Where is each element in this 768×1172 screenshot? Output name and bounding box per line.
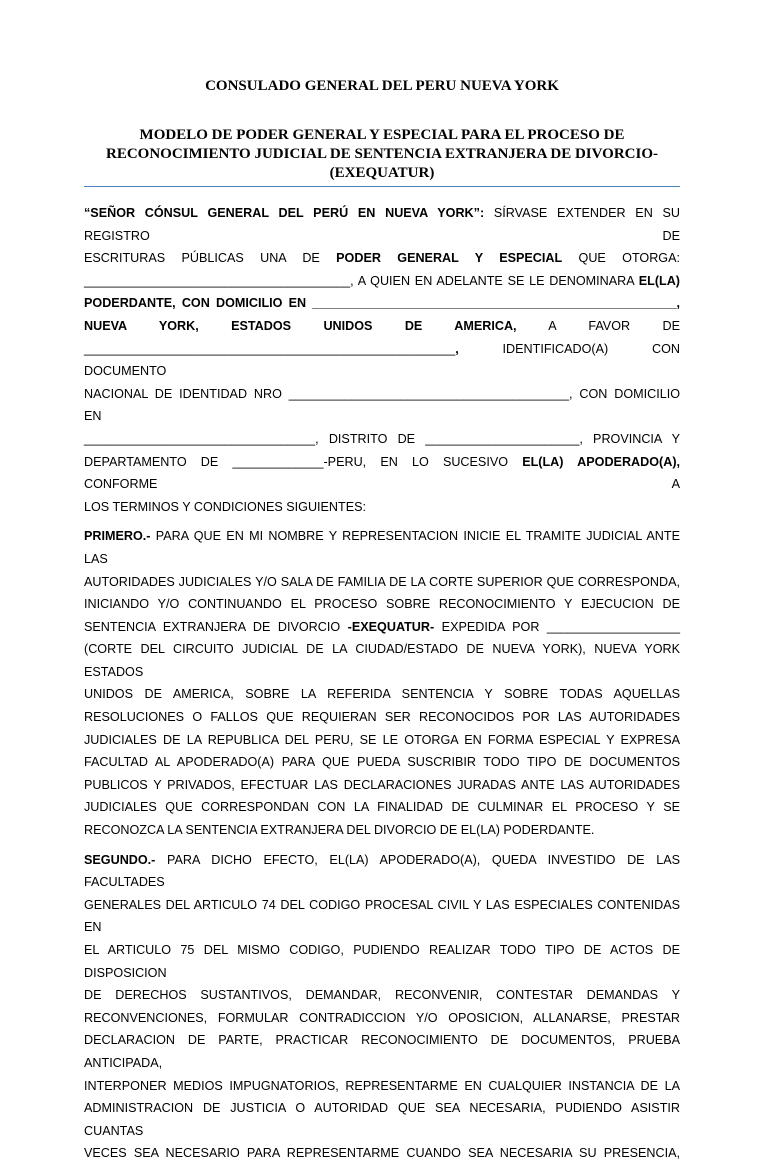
title-line: MODELO DE PODER GENERAL Y ESPECIAL PARA EL PROCESO DE <box>139 127 625 143</box>
text-line: INICIANDO Y/O CONTINUANDO EL PROCESO SOBRE RECONOCIMIENTO Y EJECUCION DE <box>84 597 680 612</box>
intro-paragraph <box>84 202 680 518</box>
text-run: PARA QUE EN MI NOMBRE Y REPRESENTACION INICIE EL TRAMITE JUDICIAL ANTE LAS <box>84 529 680 566</box>
text-run: ESCRITURAS PÚBLICAS UNA DE <box>84 251 320 266</box>
text-line: EL ARTICULO 75 DEL MISMO CODIGO, PUDIENDO REALIZAR TODO TIPO DE ACTOS DE DISPOSICION <box>84 943 680 980</box>
text-run: QUE OTORGA: <box>578 251 680 266</box>
text-run: CONFORME A <box>84 477 680 492</box>
text-line: _________________________________, DISTRITO DE ______________________, PROVINCIA Y <box>84 431 680 446</box>
poderdante-domicile: PODERDANTE, CON DOMICILIO EN ____________________________________________________, <box>84 296 680 311</box>
text-run-bold: EL(LA) <box>638 273 681 288</box>
text-line: AUTORIDADES JUDICIALES Y/O SALA DE FAMILIA DE LA CORTE SUPERIOR QUE CORRESPONDA, <box>84 574 680 589</box>
text-run: IDENTIFICADO(A) CON DOCUMENTO <box>84 341 680 379</box>
text-run: SÍRVASE EXTENDER EN SU REGISTRO DE <box>84 206 681 243</box>
document-body <box>84 202 680 1172</box>
text-line: INTERPONER MEDIOS IMPUGNATORIOS, REPRESENTARME EN CUALQUIER INSTANCIA DE LA <box>84 1078 680 1093</box>
segundo-paragraph <box>84 849 680 1165</box>
text-line <box>84 451 680 496</box>
text-line: RECONOZCA LA SENTENCIA EXTRANJERA DEL DIVORCIO DE EL(LA) PODERDANTE. <box>84 823 595 838</box>
text-line <box>84 849 680 894</box>
text-line: VECES SEA NECESARIO PARA REPRESENTARME CUANDO SEA NECESARIA SU PRESENCIA, <box>84 1146 680 1161</box>
text-line <box>84 616 680 639</box>
text-line <box>84 338 680 383</box>
text-run: PARA DICHO EFECTO, EL(LA) APODERADO(A), QUEDA INVESTIDO DE LAS FACULTADES <box>84 852 680 890</box>
text-line <box>84 525 680 570</box>
text-line: (CORTE DEL CIRCUITO JUDICIAL DE LA CIUDAD/ESTADO DE NUEVA YORK), NUEVA YORK ESTADOS <box>84 642 680 679</box>
text-line <box>84 202 680 247</box>
text-line: RECONVENCIONES, FORMULAR CONTRADICCION Y/O OPOSICION, ALLANARSE, PRESTAR <box>84 1010 680 1025</box>
text-line: NACIONAL DE IDENTIDAD NRO ________________________________________, CON DOMICILIO EN <box>84 386 680 424</box>
apoderado-label: EL(LA) APODERADO(A), <box>522 454 681 469</box>
text-line: LOS TERMINOS Y CONDICIONES SIGUIENTES: <box>84 499 367 514</box>
blank-field: _____________________________________________________ <box>84 341 456 356</box>
poder-label: PODER GENERAL Y ESPECIAL <box>336 251 563 266</box>
document-title <box>84 126 680 183</box>
clause-label: SEGUNDO.- <box>84 852 156 867</box>
text-line <box>84 247 680 270</box>
text-line: DECLARACION DE PARTE, PRACTICAR RECONOCIMIENTO DE DOCUMENTOS, PRUEBA ANTICIPADA, <box>84 1033 680 1070</box>
text-line <box>84 270 680 293</box>
text-line: ADMINISTRACION DE JUSTICIA O AUTORIDAD QUE SEA NECESARIA, PUDIENDO ASISTIR CUANTAS <box>84 1101 680 1138</box>
text-line: DE DERECHOS SUSTANTIVOS, DEMANDAR, RECONVENIR, CONTESTAR DEMANDAS Y <box>84 988 680 1003</box>
text-run-bold: , <box>455 341 459 356</box>
exequatur-label: -EXEQUATUR- <box>347 619 435 634</box>
salutation: “SEÑOR CÓNSUL GENERAL DEL PERÚ EN NUEVA YORK”: <box>84 206 485 220</box>
location-bold: NUEVA YORK, ESTADOS UNIDOS DE AMERICA, <box>84 318 517 333</box>
text-line: PUBLICOS Y PRIVADOS, EFECTUAR LAS DECLARACIONES JURADAS ANTE LAS AUTORIDADES <box>84 777 680 792</box>
text-run: A FAVOR DE <box>548 318 680 333</box>
text-line <box>84 292 680 315</box>
title-line: (EXEQUATUR) <box>329 165 435 181</box>
text-line <box>84 315 680 338</box>
title-line: RECONOCIMIENTO JUDICIAL DE SENTENCIA EXTRANJERA DE DIVORCIO- <box>105 146 658 162</box>
text-run: DEPARTAMENTO DE _____________-PERU, EN LO SUCESIVO <box>84 454 509 469</box>
consulate-heading: CONSULADO GENERAL DEL PERU NUEVA YORK <box>205 78 559 94</box>
text-line: GENERALES DEL ARTICULO 74 DEL CODIGO PROCESAL CIVIL Y LAS ESPECIALES CONTENIDAS EN <box>84 897 680 935</box>
text-line: UNIDOS DE AMERICA, SOBRE LA REFERIDA SENTENCIA Y SOBRE TODAS AQUELLAS <box>84 687 680 702</box>
text-line: JUDICIALES QUE CORRESPONDAN CON LA FINALIDAD DE CULMINAR EL PROCESO Y SE <box>84 800 680 815</box>
title-divider <box>84 186 680 187</box>
text-line: JUDICIALES DE LA REPUBLICA DEL PERU, SE LE OTORGA EN FORMA ESPECIAL Y EXPRESA <box>84 732 680 747</box>
primero-paragraph <box>84 525 680 841</box>
text-run: EXPEDIDA POR ___________________ <box>441 619 680 634</box>
clause-label: PRIMERO.- <box>84 529 151 544</box>
text-line: RESOLUCIONES O FALLOS QUE REQUIERAN SER RECONOCIDOS POR LAS AUTORIDADES <box>84 710 680 725</box>
text-run: ______________________________________, A QUIEN EN ADELANTE SE LE DENOMINARA <box>84 273 634 288</box>
text-line: FACULTAD AL APODERADO(A) PARA QUE PUEDA SUSCRIBIR TODO TIPO DE DOCUMENTOS <box>84 755 680 770</box>
text-run: SENTENCIA EXTRANJERA DE DIVORCIO <box>84 619 341 634</box>
